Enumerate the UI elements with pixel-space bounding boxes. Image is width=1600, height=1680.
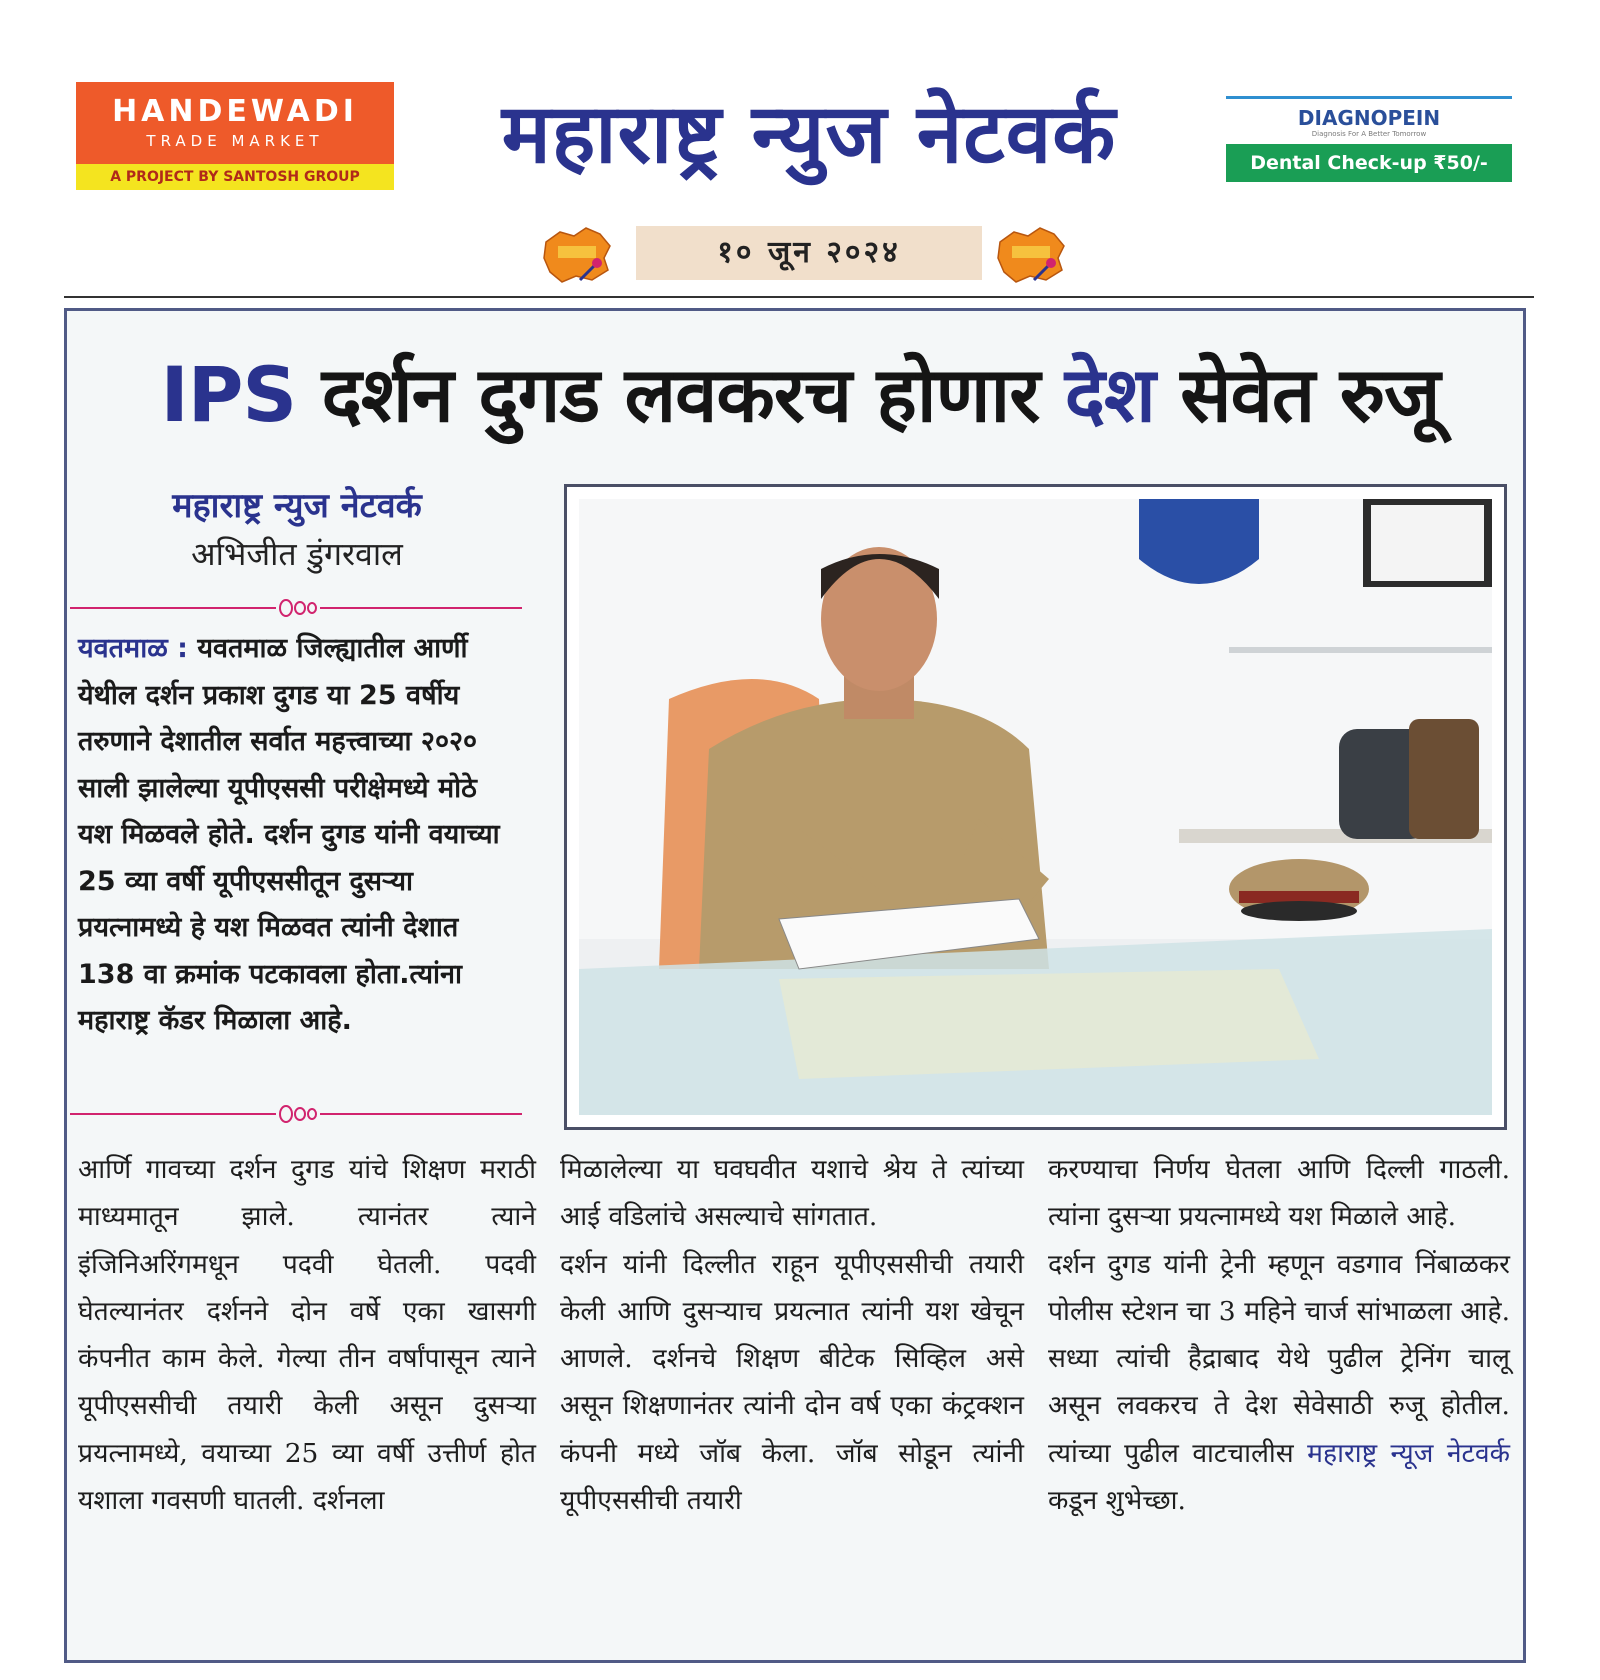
article-column-1	[78, 1146, 536, 1524]
publication-date: १० जून २०२४	[636, 226, 982, 280]
column-1-paragraph: आर्णि गावच्या दर्शन दुगड यांचे शिक्षण मराठी माध्यमातून झाले. त्यानंतर त्याने इंजिनिअरिंगमधून पदवी घेतली. पदवी घेतल्यानंतर दर्शनने दोन वर्षे एका खासगी कंपनीत काम केले. गेल्या तीन वर्षांपासून त्याने यूपीएससीची तयारी केली असून दुसऱ्या प्रयत्नामध्ये, वयाच्या 25 व्या वर्षी उत्तीर्ण होत यशाला गवसणी घातली. दर्शनला	[78, 1154, 536, 1517]
masthead-rule	[64, 296, 1534, 298]
diagnopein-logo: DIAGNOPEIN	[1297, 106, 1441, 130]
handewadi-project-strip: A PROJECT BY SANTOSH GROUP	[76, 164, 394, 190]
dental-checkup-offer: Dental Check-up ₹50/-	[1226, 144, 1512, 182]
diagnopein-ad	[1226, 96, 1512, 182]
headline-ips: IPS	[160, 350, 297, 439]
officer-photo	[564, 484, 1507, 1130]
divider-ornament-icon	[276, 598, 320, 618]
officer-photo-illustration	[579, 499, 1492, 1115]
article-headline	[0, 340, 1600, 450]
diagnopein-tagline: Diagnosis For A Better Tomorrow	[1311, 130, 1427, 138]
lede-text: यवतमाळ जिल्ह्यातील आर्णी येथील दर्शन प्रकाश दुगड या 25 वर्षीय तरुणाने देशातील सर्वात महत्त्वाच्या २०२० साली झालेल्या यूपीएससी परीक्षेमध्ये मोठे यश मिळवले होते. दर्शन दुगड यांनी वयाच्या 25 व्या वर्षी यूपीएससीतून दुसऱ्या प्रयत्नामध्ये हे यश मिळवत त्यांनी देशात 138 वा क्रमांक पटकावला होता.त्यांना महाराष्ट्र कॅडर मिळाला आहे.	[78, 633, 500, 1036]
article-column-2	[560, 1146, 1024, 1524]
article-lede	[78, 626, 518, 1045]
diagnopein-top-rule	[1226, 96, 1512, 99]
headline-desh: देश	[1064, 350, 1155, 439]
column-2-paragraph-2: दर्शन यांनी दिल्लीत राहून यूपीएससीची तयारी केली आणि दुसऱ्याच प्रयत्नात त्यांनी यश खेचून आणले. दर्शनचे शिक्षण बीटेक सिव्हिल असे असून शिक्षणानंतर त्यांनी दोन वर्ष एका कंट्रक्शन कंपनी मध्ये जॉब केला. जॉब सोडून त्यांनी यूपीएससीची तयारी	[560, 1248, 1024, 1517]
column-2-paragraph-1: मिळालेल्या या घवघवीत यशाचे श्रेय ते त्यांच्या आई वडिलांचे असल्याचे सांगतात.	[560, 1154, 1024, 1233]
byline-organization: महाराष्ट्र न्युज नेटवर्क	[172, 486, 422, 526]
article-column-3	[1048, 1146, 1510, 1524]
ornamental-divider	[70, 598, 522, 618]
headline-name: दर्शन दुगड लवकरच होणार	[321, 350, 1040, 439]
column-3-text: दर्शन दुगड यांनी ट्रेनी म्हणून वडगाव निंबाळकर पोलीस स्टेशन चा 3 महिने चार्ज सांभाळला आहे. सध्या त्यांची हैद्राबाद येथे पुढील ट्रेनिंग चालू असून लवकरच ते देश सेवेसाठी रुजू होतील. त्यांच्या पुढील वाटचालीस	[1048, 1248, 1510, 1469]
maharashtra-map-mic-icon	[994, 224, 1068, 286]
headline-end: सेवेत रुजू	[1180, 350, 1440, 439]
handewadi-subtitle: TRADE MARKET	[146, 132, 324, 150]
column-3-paragraph-1: करण्याचा निर्णय घेतला आणि दिल्ली गाठली. त्यांना दुसऱ्या प्रयत्नामध्ये यश मिळाले आहे.	[1048, 1154, 1510, 1233]
column-3-closing: कडून शुभेच्छा.	[1048, 1485, 1186, 1517]
handewadi-title: HANDEWADI	[112, 94, 358, 129]
byline-author: अभिजीत डुंगरवाल	[191, 535, 403, 573]
newspaper-brand-title: महाराष्ट्र न्युज नेटवर्क	[501, 87, 1117, 182]
dateline-place: यवतमाळ :	[78, 633, 188, 664]
column-3-org-name: महाराष्ट्र न्यूज नेटवर्क	[1307, 1437, 1510, 1469]
maharashtra-map-mic-icon	[540, 224, 614, 286]
column-3-paragraph-2	[1048, 1241, 1510, 1525]
handewadi-ad	[76, 82, 394, 190]
ornamental-divider	[70, 1104, 522, 1124]
divider-ornament-icon	[276, 1104, 320, 1124]
